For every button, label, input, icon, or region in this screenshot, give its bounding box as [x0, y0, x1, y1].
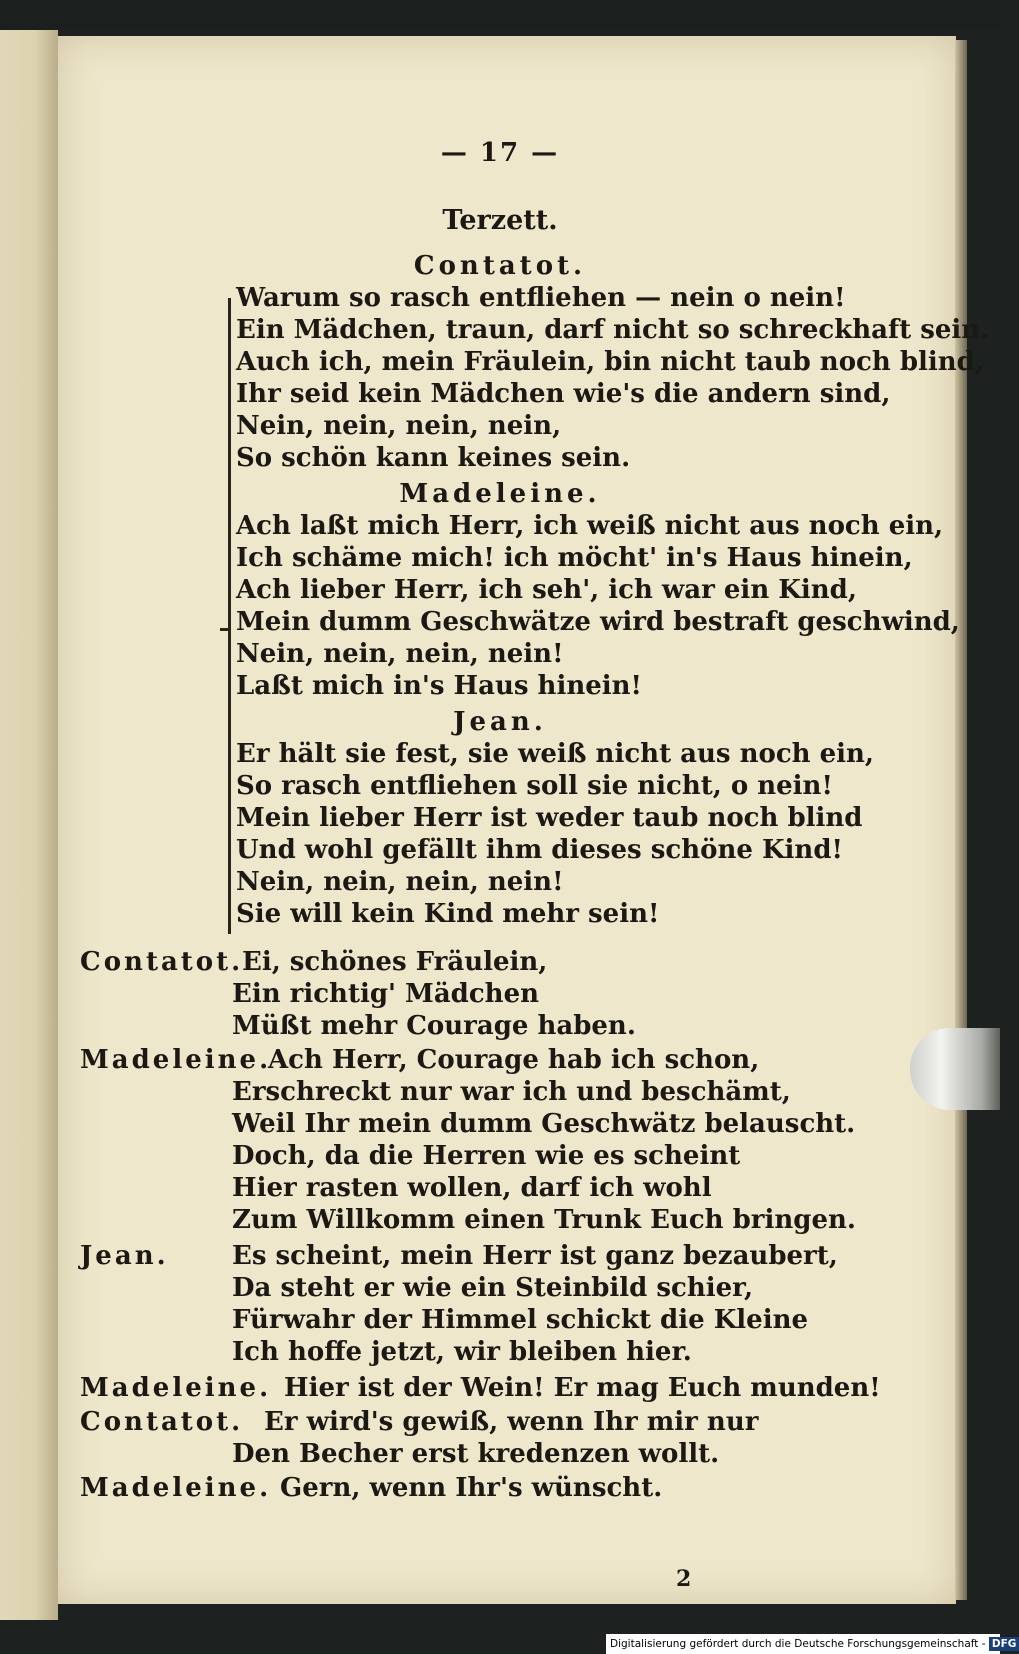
- dialogue-line: Müßt mehr Courage haben.: [232, 1011, 636, 1041]
- dialogue-line: Hier rasten wollen, darf ich wohl: [232, 1173, 712, 1203]
- verse-line: Mein dumm Geschwätze wird bestraft geschwind,: [236, 607, 960, 637]
- speaker-label: Madeleine.: [80, 1473, 272, 1503]
- verse-line: So schön kann keines sein.: [236, 443, 631, 473]
- verse-line: Ihr seid kein Mädchen wie's die andern sind,: [236, 379, 891, 409]
- dialogue-line: Fürwahr der Himmel schickt die Kleine: [232, 1305, 809, 1335]
- speaker-heading-madeleine: Madeleine.: [399, 479, 601, 509]
- credit-text: Digitalisierung gefördert durch die Deutsche Forschungsgemeinschaft -: [610, 1638, 986, 1650]
- verse-line: Nein, nein, nein, nein,: [236, 411, 562, 441]
- verse-line: Ein Mädchen, traun, darf nicht so schreckhaft sein.: [236, 315, 990, 345]
- verse-line: Ach lieber Herr, ich seh', ich war ein Kind,: [236, 575, 857, 605]
- dialogue-line: Ach Herr, Courage hab ich schon,: [268, 1045, 760, 1075]
- dialogue-line: Ich hoffe jetzt, wir bleiben hier.: [232, 1337, 692, 1367]
- speaker-label: Contatot.: [80, 947, 244, 977]
- dialogue-line: Da steht er wie ein Steinbild schier,: [232, 1273, 754, 1303]
- dialogue-line: Er wird's gewiß, wenn Ihr mir nur: [264, 1407, 759, 1437]
- verse-line: Er hält sie fest, sie weiß nicht aus noch ein,: [236, 739, 874, 769]
- page-number: — 17 —: [440, 138, 560, 168]
- dfg-logo: DFG: [989, 1637, 1019, 1651]
- dialogue-line: Weil Ihr mein dumm Geschwätz belauscht.: [232, 1109, 856, 1139]
- speaker-label: Jean.: [80, 1241, 169, 1271]
- printer-signature-mark: 2: [676, 1566, 692, 1592]
- trio-brace: [228, 298, 231, 934]
- dialogue-line: Ein richtig' Mädchen: [232, 979, 540, 1009]
- verse-line: Warum so rasch entfliehen — nein o nein!: [236, 283, 846, 313]
- verse-line: Laßt mich in's Haus hinein!: [236, 671, 642, 701]
- dialogue-line: Ei, schönes Fräulein,: [242, 947, 548, 977]
- digitization-credit: [606, 1634, 1017, 1654]
- speaker-label: Madeleine.: [80, 1373, 272, 1403]
- dialogue-line: Gern, wenn Ihr's wünscht.: [280, 1473, 663, 1503]
- dialogue-line: Erschreckt nur war ich und beschämt,: [232, 1077, 791, 1107]
- dialogue-line: Den Becher erst kredenzen wollt.: [232, 1439, 720, 1469]
- speaker-heading-jean: Jean.: [453, 707, 547, 737]
- trio-brace-tip: [220, 628, 230, 631]
- speaker-label: Madeleine.: [80, 1045, 272, 1075]
- speaker-heading-contatot: Contatot.: [413, 251, 587, 281]
- dialogue-line: Zum Willkomm einen Trunk Euch bringen.: [232, 1205, 856, 1235]
- scan-background-top: [0, 0, 1000, 30]
- dialogue-line: Hier ist der Wein! Er mag Euch munden!: [284, 1373, 881, 1403]
- verse-line: So rasch entfliehen soll sie nicht, o nein!: [236, 771, 833, 801]
- page-holder-clip: [910, 1028, 1000, 1110]
- verse-line: Nein, nein, nein, nein!: [236, 867, 564, 897]
- dialogue-line: Es scheint, mein Herr ist ganz bezaubert,: [232, 1241, 838, 1271]
- verse-line: Sie will kein Kind mehr sein!: [236, 899, 660, 929]
- verse-line: Auch ich, mein Fräulein, bin nicht taub noch blind,: [236, 347, 984, 377]
- verse-line: Mein lieber Herr ist weder taub noch blind: [236, 803, 863, 833]
- dialogue-line: Doch, da die Herren wie es scheint: [232, 1141, 741, 1171]
- verse-line: Nein, nein, nein, nein!: [236, 639, 564, 669]
- speaker-label: Contatot.: [80, 1407, 244, 1437]
- section-heading: Terzett.: [442, 205, 558, 236]
- verse-line: Ich schäme mich! ich möcht' in's Haus hinein,: [236, 543, 913, 573]
- verse-line: Ach laßt mich Herr, ich weiß nicht aus noch ein,: [236, 511, 944, 541]
- verse-line: Und wohl gefällt ihm dieses schöne Kind!: [236, 835, 843, 865]
